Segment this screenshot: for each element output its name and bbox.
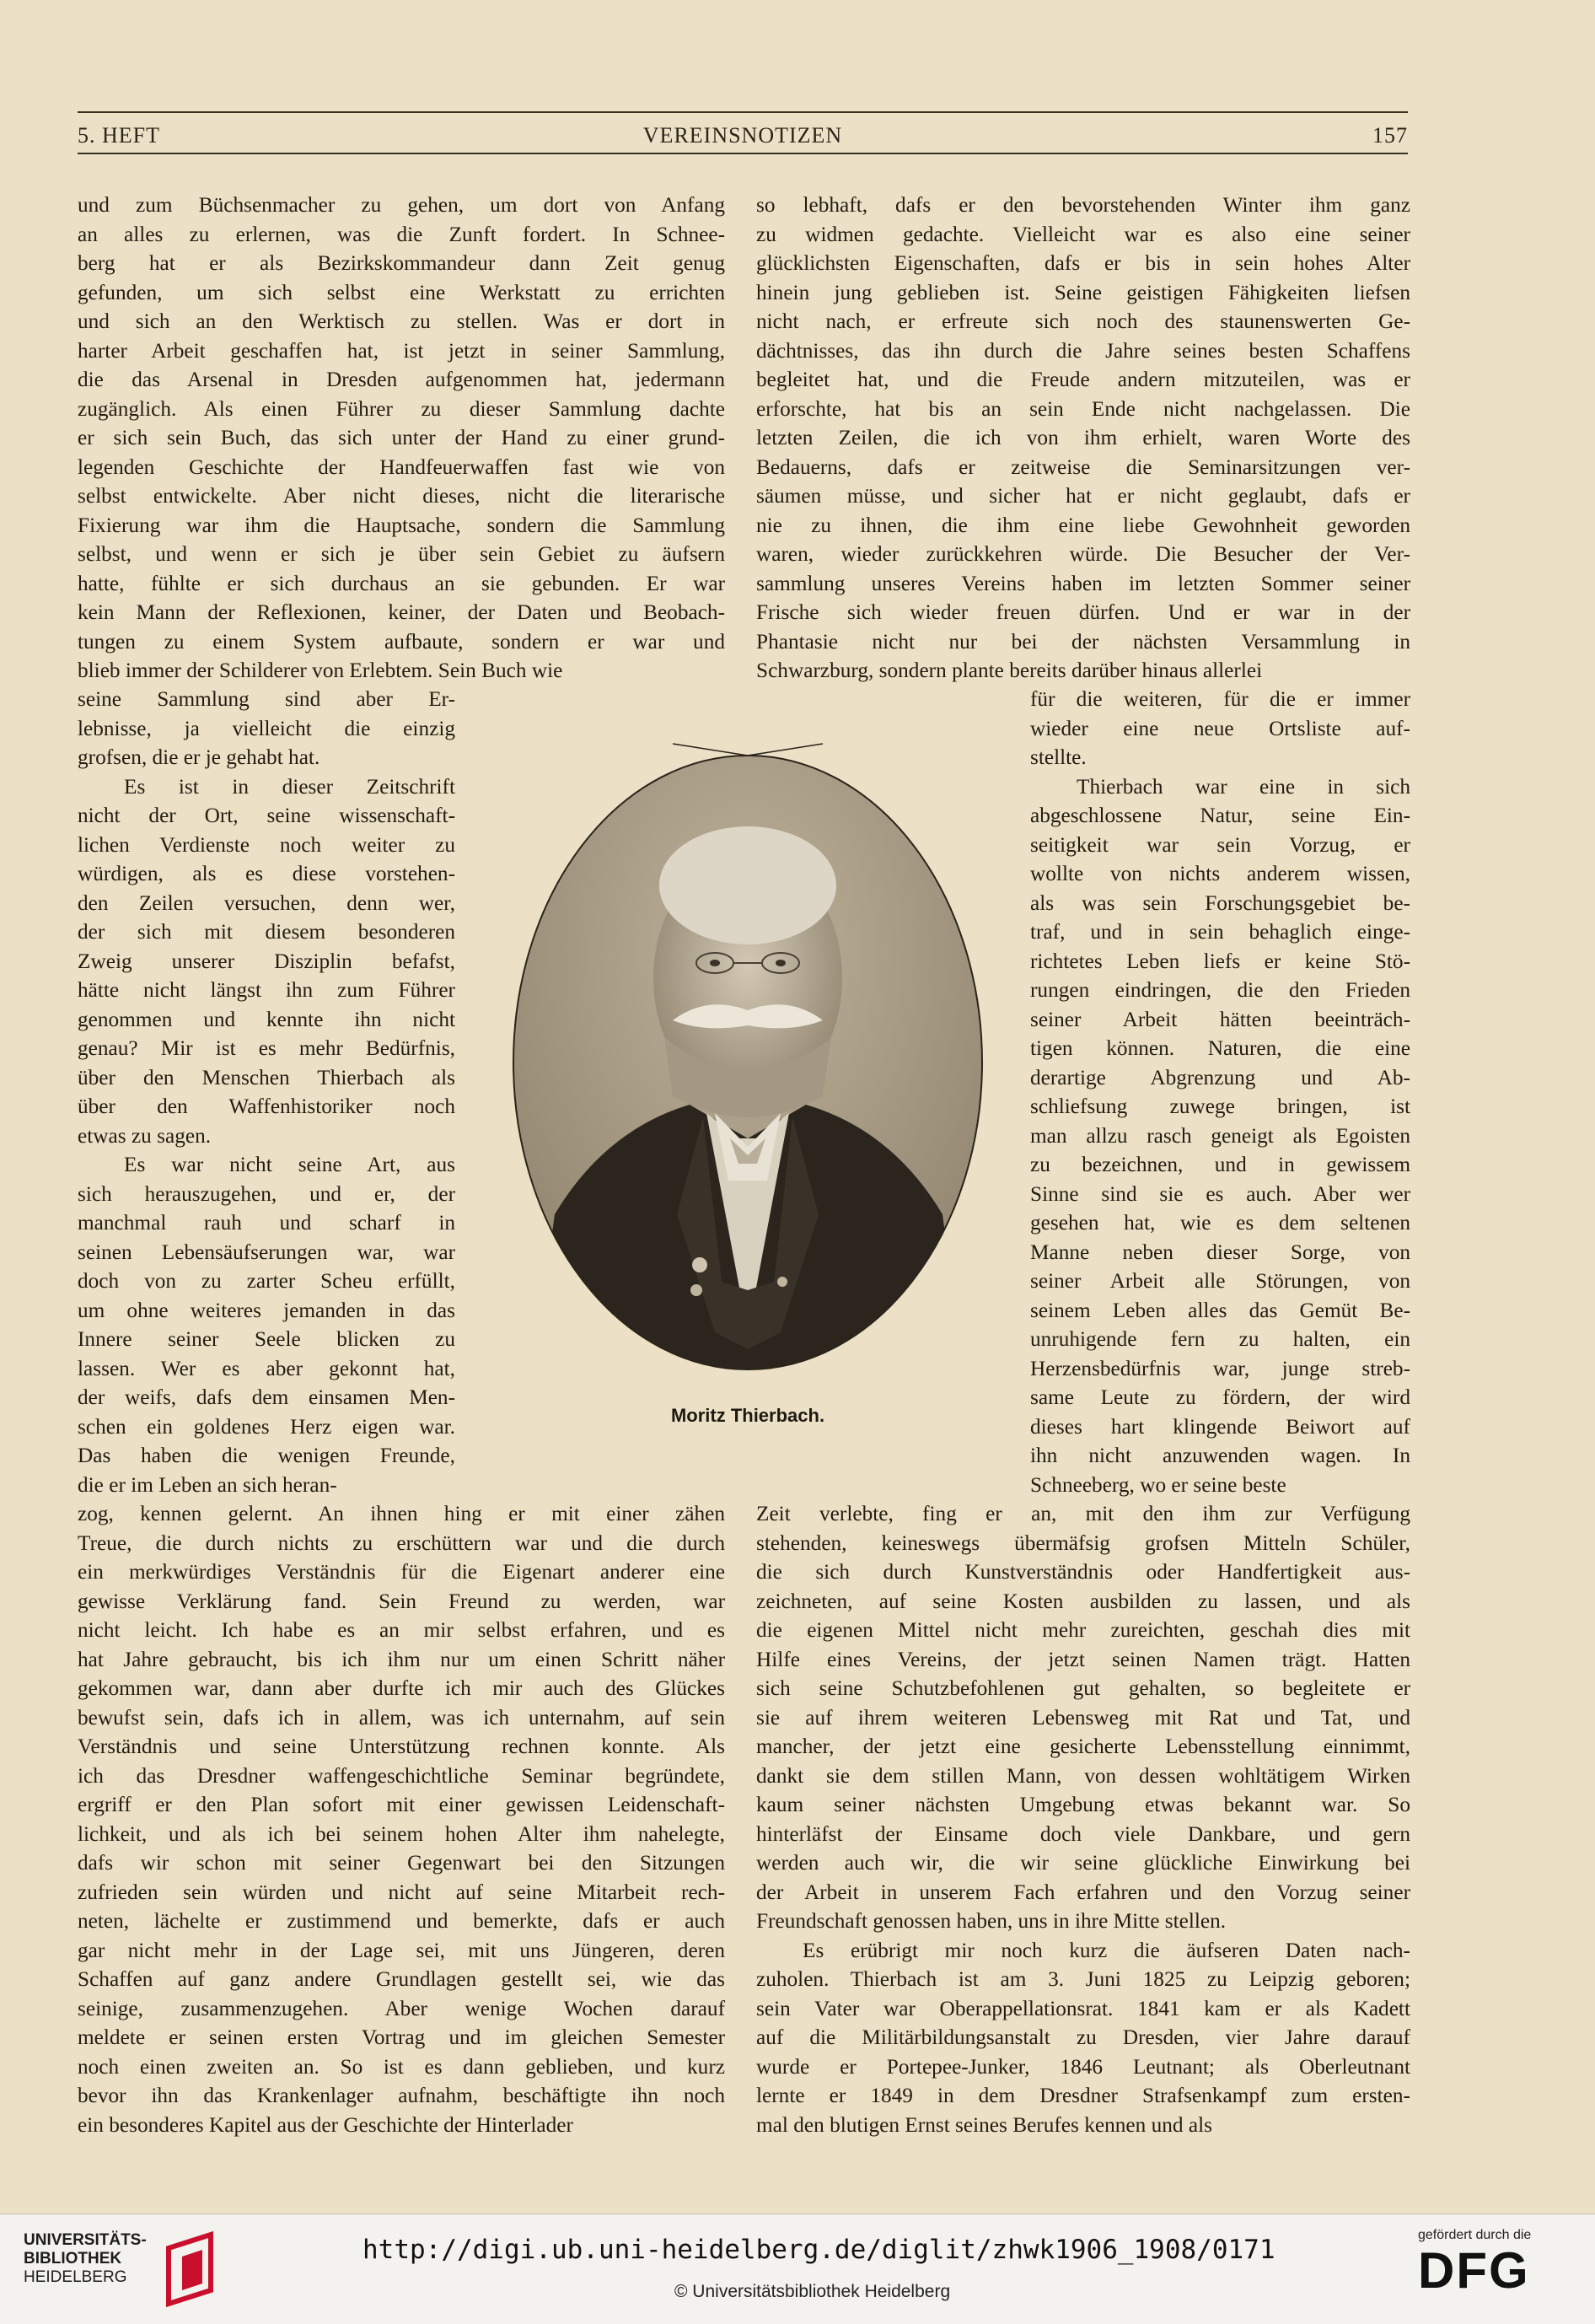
text-line: werden auch wir, die wir seine glückliche Einwirkung bei: [756, 1851, 1410, 1875]
text-line: nicht nach, er erfreute sich noch des staunenswerten Ge-: [756, 309, 1410, 333]
header-rule-bottom: [78, 153, 1408, 154]
text-line: zufrieden sein würden und nicht auf seine Mitarbeit rech-: [78, 1880, 725, 1904]
text-line: grofsen, die er je gehabt hat.: [78, 745, 320, 769]
text-line: Innere seiner Seele blicken zu: [78, 1327, 455, 1351]
text-line: sein Vater war Oberappellationsrat. 1841 kam er als Kadett: [756, 1996, 1410, 2020]
text-line: rungen eindringen, die den Frieden: [1030, 978, 1410, 1002]
text-line: hat Jahre gebraucht, bis ich ihm nur um einen Schritt näher: [78, 1647, 725, 1671]
text-line: an alles zu erlernen, was die Zunft fordert. In Schnee-: [78, 222, 725, 246]
text-line: Sinne sind sie es auch. Aber wer: [1030, 1181, 1410, 1206]
text-line: gewisse Verklärung fand. Sein Freund zu werden, war: [78, 1589, 725, 1613]
text-line: bevor ihn das Krankenlager aufnahm, beschäftigte ihn noch: [78, 2084, 725, 2107]
text-line: den Zeilen versuchen, denn wer,: [78, 890, 455, 915]
text-line: derartige Abgrenzung und Ab-: [1030, 1065, 1410, 1089]
text-line: seitigkeit war sein Vorzug, er: [1030, 832, 1410, 857]
text-line: bewufst sein, dafs ich in allem, was ich unternahm, auf sein: [78, 1705, 725, 1730]
text-line: noch einen zweiten an. So ist es dann geblieben, und kurz: [78, 2054, 725, 2079]
text-line: mal den blutigen Ernst seines Berufes kennen und als: [756, 2112, 1212, 2137]
issue-label: 5. HEFT: [78, 123, 160, 148]
text-line: zeichneten, auf seine Kosten ausbilden zu lassen, und als: [756, 1589, 1410, 1613]
text-line: gefunden, um sich selbst eine Werkstatt zu errichten: [78, 280, 725, 304]
text-line: Phantasie nicht nur bei der nächsten Versammlung in: [756, 629, 1410, 654]
text-line: ein besonderes Kapitel aus der Geschichte der Hinterlader: [78, 2112, 573, 2137]
text-line: die das Arsenal in Dresden aufgenommen hat, jedermann: [78, 368, 725, 391]
text-line: schliefsung zuwege bringen, ist: [1030, 1095, 1410, 1118]
text-line: hinein jung geblieben ist. Seine geistigen Fähigkeiten liefsen: [756, 280, 1410, 304]
text-line: lebnisse, ja vielleicht die einzig: [78, 716, 455, 740]
text-line: zog, kennen gelernt. An ihnen hing er mit einer zähen: [78, 1502, 725, 1525]
text-line: Schneeberg, wo er seine beste: [1030, 1472, 1286, 1497]
text-line: seine Sammlung sind aber Er-: [78, 687, 455, 711]
text-line: seiner Arbeit hätten beeinträch-: [1030, 1007, 1410, 1031]
text-line: lassen. Wer es aber gekonnt hat,: [78, 1356, 455, 1380]
funder-name: DFG: [1418, 2242, 1530, 2299]
running-header: [78, 118, 1408, 152]
text-line: wieder eine neue Ortsliste auf-: [1030, 716, 1410, 740]
digitization-footer: [0, 2214, 1595, 2324]
text-line: zuholen. Thierbach ist am 3. Juni 1825 zu Leipzig geboren;: [756, 1967, 1410, 1991]
text-line: Es war nicht seine Art, aus: [124, 1153, 455, 1176]
text-line: nicht leicht. Ich habe es an mir selbst erfahren, und es: [78, 1618, 725, 1642]
text-line: harter Arbeit geschaffen hat, ist jetzt in seiner Sammlung,: [78, 338, 725, 363]
text-line: nie zu ihnen, die ihm eine liebe Gewohnheit geworden: [756, 513, 1410, 537]
text-line: ergriff er den Plan sofort mit einer gewissen Leidenschaft-: [78, 1793, 725, 1816]
text-line: die sich durch Kunstverständnis oder Handfertigkeit aus-: [756, 1560, 1410, 1584]
portrait-caption: Moritz Thierbach.: [670, 1405, 825, 1426]
text-line: traf, und in sein behaglich einge-: [1030, 920, 1410, 944]
text-line: genommen und kennte ihn nicht: [78, 1007, 455, 1031]
copyright-notice: © Universitätsbibliothek Heidelberg: [674, 2282, 951, 2301]
text-line: gesehen hat, wie es dem seltenen: [1030, 1211, 1410, 1235]
text-line: der Arbeit in unserem Fach erfahren und den Vorzug seiner: [756, 1880, 1410, 1904]
text-line: sammlung unseres Vereins haben im letzten Sommer seiner: [756, 571, 1410, 595]
text-line: dieses hart klingende Beiwort auf: [1030, 1414, 1410, 1439]
text-line: kaum seiner nächsten Umgebung etwas bekannt war. So: [756, 1793, 1410, 1816]
library-name-line1: UNIVERSITÄTS-: [24, 2231, 147, 2249]
portrait-photo: [504, 742, 991, 1440]
right-column-narrow: [1030, 685, 1410, 1499]
text-line: ich das Dresdner waffengeschichtliche Seminar begründete,: [78, 1763, 725, 1788]
library-name-line2: BIBLIOTHEK: [24, 2250, 122, 2268]
text-line: sich seine Schutzbefohlenen gut gehalten, so begleitete er: [756, 1676, 1410, 1700]
text-line: Herzensbedürfnis war, junge streb-: [1030, 1356, 1410, 1380]
dfg-logo[interactable]: [1418, 2228, 1570, 2312]
text-line: säumen müsse, und sicher hat er nicht geglaubt, dafs er: [756, 484, 1410, 508]
text-line: Treue, die durch nichts zu erschüttern war und die durch: [78, 1531, 725, 1555]
text-line: Schwarzburg, sondern plante bereits darüber hinaus allerlei: [756, 659, 1263, 682]
text-line: waren, wieder zurückkehren würde. Die Besucher der Ver-: [756, 542, 1410, 566]
text-line: dächtnisses, das ihn durch die Jahre seines besten Schaffens: [756, 338, 1410, 363]
text-line: Zweig unserer Disziplin befafst,: [78, 949, 455, 973]
text-line: zu widmen gedachte. Vielleicht war es also eine seiner: [756, 222, 1410, 246]
header-rule-top: [78, 111, 1408, 113]
text-line: Schaffen auf ganz andere Grundlagen gestellt sei, wie das: [78, 1967, 725, 1991]
text-line: berg hat er als Bezirkskommandeur dann Zeit genug: [78, 251, 725, 275]
text-line: über den Menschen Thierbach als: [78, 1065, 455, 1089]
text-line: die eigenen Mittel nicht mehr zureichten, geschah dies mit: [756, 1618, 1410, 1642]
text-line: genau? Mir ist es mehr Bedürfnis,: [78, 1036, 455, 1060]
text-line: etwas zu sagen.: [78, 1123, 212, 1148]
text-line: würdigen, als es diese vorstehen-: [78, 862, 455, 885]
section-title: VEREINSNOTIZEN: [642, 123, 843, 148]
library-emblem-icon: [160, 2231, 228, 2307]
left-column-narrow: [78, 685, 455, 1499]
left-column-top: [78, 191, 725, 686]
right-column-bottom: [756, 1499, 1410, 2139]
text-line: seinem Leben alles das Gemüt Be-: [1030, 1298, 1410, 1322]
library-logo[interactable]: [24, 2231, 234, 2307]
text-line: sie auf ihrem weiteren Lebensweg mit Rat und Tat, und: [756, 1705, 1410, 1730]
text-line: stellte.: [1030, 745, 1087, 769]
text-line: stehenden, keineswegs übermäfsig grofsen Mitteln Schüler,: [756, 1531, 1410, 1555]
page-number: 157: [1372, 123, 1408, 148]
text-line: Bedauerns, dafs er zeitweise die Seminarsitzungen ver-: [756, 455, 1410, 479]
text-line: ihn nicht anzuwenden wagen. In: [1030, 1444, 1410, 1467]
text-line: sich herauszugehen, und er, der: [78, 1181, 455, 1206]
text-line: der sich mit diesem besonderen: [78, 920, 455, 944]
text-line: seiner Arbeit alle Störungen, von: [1030, 1269, 1410, 1293]
text-line: mancher, der jetzt eine gesicherte Lebensstellung einnimmt,: [756, 1735, 1410, 1758]
text-line: für die weiteren, für die er immer: [1030, 687, 1410, 711]
text-line: und sich an den Werktisch zu stellen. Was er dort in: [78, 309, 725, 333]
text-line: manchmal rauh und scharf in: [78, 1211, 455, 1235]
text-line: lernte er 1849 in dem Dresdner Strafsenkampf zum ersten-: [756, 2084, 1410, 2107]
text-line: wollte von nichts anderem wissen,: [1030, 862, 1410, 885]
text-line: abgeschlossene Natur, seine Ein-: [1030, 804, 1410, 827]
text-line: Manne neben dieser Sorge, von: [1030, 1240, 1410, 1264]
text-line: um ohne weiteres jemanden in das: [78, 1298, 455, 1322]
text-line: die er im Leben an sich heran-: [78, 1472, 337, 1497]
text-line: unruhigende fern zu halten, ein: [1030, 1327, 1410, 1351]
text-line: tigen können. Naturen, die eine: [1030, 1036, 1410, 1060]
text-line: zu bezeichnen, und in gewissem: [1030, 1153, 1410, 1176]
text-line: erforschte, hat bis an sein Ende nicht nachgelassen. Die: [756, 396, 1410, 421]
text-line: ein merkwürdiges Verständnis für die Eigenart anderer eine: [78, 1560, 725, 1584]
text-line: Hilfe eines Vereins, der jetzt seinen Namen trägt. Hatten: [756, 1647, 1410, 1671]
text-line: hinterläfst der Einsame doch viele Dankbare, und gern: [756, 1821, 1410, 1846]
text-line: man allzu rasch geneigt als Egoisten: [1030, 1123, 1410, 1148]
text-line: hatte, fühlte er sich durchaus an sie gebunden. Er war: [78, 571, 725, 595]
text-line: Thierbach war eine in sich: [1077, 774, 1410, 799]
text-line: und zum Büchsenmacher zu gehen, um dort von Anfang: [78, 193, 725, 217]
text-line: lichkeit, und als ich bei seinem hohen Alter ihm nahelegte,: [78, 1821, 725, 1846]
text-line: dankt sie dem stillen Mann, von dessen wohltätigem Wirken: [756, 1763, 1410, 1788]
text-line: gekommen war, dann aber durfte ich mir auch des Glückes: [78, 1676, 725, 1700]
text-line: auf die Militärbildungsanstalt zu Dresden, vier Jahre darauf: [756, 2025, 1410, 2049]
text-line: hätte nicht längst ihn zum Führer: [78, 978, 455, 1002]
text-line: letzten Zeilen, die ich von ihm erhielt, waren Worte des: [756, 426, 1410, 449]
text-line: glücklichsten Eigenschaften, dafs er bis in sein hohes Alter: [756, 251, 1410, 275]
text-line: selbst, und wenn er sich je über sein Gebiet zu äufsern: [78, 542, 725, 566]
text-line: schen ein goldenes Herz eigen war.: [78, 1414, 455, 1439]
text-line: dafs wir schon mit seiner Gegenwart bei den Sitzungen: [78, 1851, 725, 1875]
text-line: der weifs, dafs dem einsamen Men-: [78, 1385, 455, 1409]
text-line: same Leute zu fördern, der wird: [1030, 1385, 1410, 1409]
text-line: Verständnis und seine Unterstützung rechnen konnte. Als: [78, 1735, 725, 1758]
text-line: als was sein Forschungsgebiet be-: [1030, 890, 1410, 915]
text-line: begleitet hat, und die Freude andern mitzuteilen, was er: [756, 368, 1410, 391]
text-line: lichen Verdienste noch weiter zu: [78, 832, 455, 857]
right-column-top: [756, 191, 1410, 686]
text-line: er sich sein Buch, das sich unter der Hand zu einer grund-: [78, 426, 725, 449]
text-line: Das haben die wenigen Freunde,: [78, 1444, 455, 1467]
text-line: Zeit verlebte, fing er an, mit den ihm zur Verfügung: [756, 1502, 1410, 1525]
text-line: selbst entwickelte. Aber nicht dieses, nicht die literarische: [78, 484, 725, 508]
text-line: über den Waffenhistoriker noch: [78, 1095, 455, 1118]
text-line: blieb immer der Schilderer von Erlebtem. Sein Buch wie: [78, 659, 563, 682]
text-line: seinen Lebensäufserungen war, war: [78, 1240, 455, 1264]
library-name-line3: HEIDELBERG: [24, 2268, 127, 2286]
text-line: legenden Geschichte der Handfeuerwaffen fast wie von: [78, 455, 725, 479]
text-line: wurde er Portepee-Junker, 1846 Leutnant; als Oberleutnant: [756, 2054, 1410, 2079]
text-line: nicht der Ort, seine wissenschaft-: [78, 804, 455, 827]
text-line: richtetes Leben liefs er keine Stö-: [1030, 949, 1410, 973]
text-line: meldete er seinen ersten Vortrag und im gleichen Semester: [78, 2025, 725, 2049]
permalink-url[interactable]: http://digi.ub.uni-heidelberg.de/diglit/zhwk1906_1908/0171: [362, 2235, 1275, 2265]
text-line: neten, lächelte er zustimmend und bemerkte, dafs er auch: [78, 1909, 725, 1933]
text-line: Es erübrigt mir noch kurz die äufseren Daten nach-: [803, 1938, 1410, 1962]
text-line: Fixierung war ihm die Hauptsache, sondern die Sammlung: [78, 513, 725, 537]
text-line: Freundschaft genossen haben, uns in ihre Mitte stellen.: [756, 1909, 1227, 1933]
text-line: doch von zu zarter Scheu erfüllt,: [78, 1269, 455, 1293]
text-line: zugänglich. Als einen Führer zu dieser Sammlung dachte: [78, 396, 725, 421]
text-line: gar nicht mehr in der Lage sei, mit uns Jüngeren, deren: [78, 1938, 725, 1962]
text-line: Es ist in dieser Zeitschrift: [124, 774, 455, 799]
text-line: kein Mann der Reflexionen, keiner, der Daten und Beobach-: [78, 600, 725, 624]
text-line: seinige, zusammenzugehen. Aber wenige Wochen darauf: [78, 1996, 725, 2020]
text-line: so lebhaft, dafs er den bevorstehenden Winter ihm ganz: [756, 193, 1410, 217]
text-line: tungen zu einem System aufbaute, sondern er war und: [78, 629, 725, 654]
text-line: Frische sich wieder freuen dürfen. Und er war in der: [756, 600, 1410, 624]
left-column-bottom: [78, 1499, 725, 2139]
funding-note: gefördert durch die: [1418, 2228, 1532, 2242]
